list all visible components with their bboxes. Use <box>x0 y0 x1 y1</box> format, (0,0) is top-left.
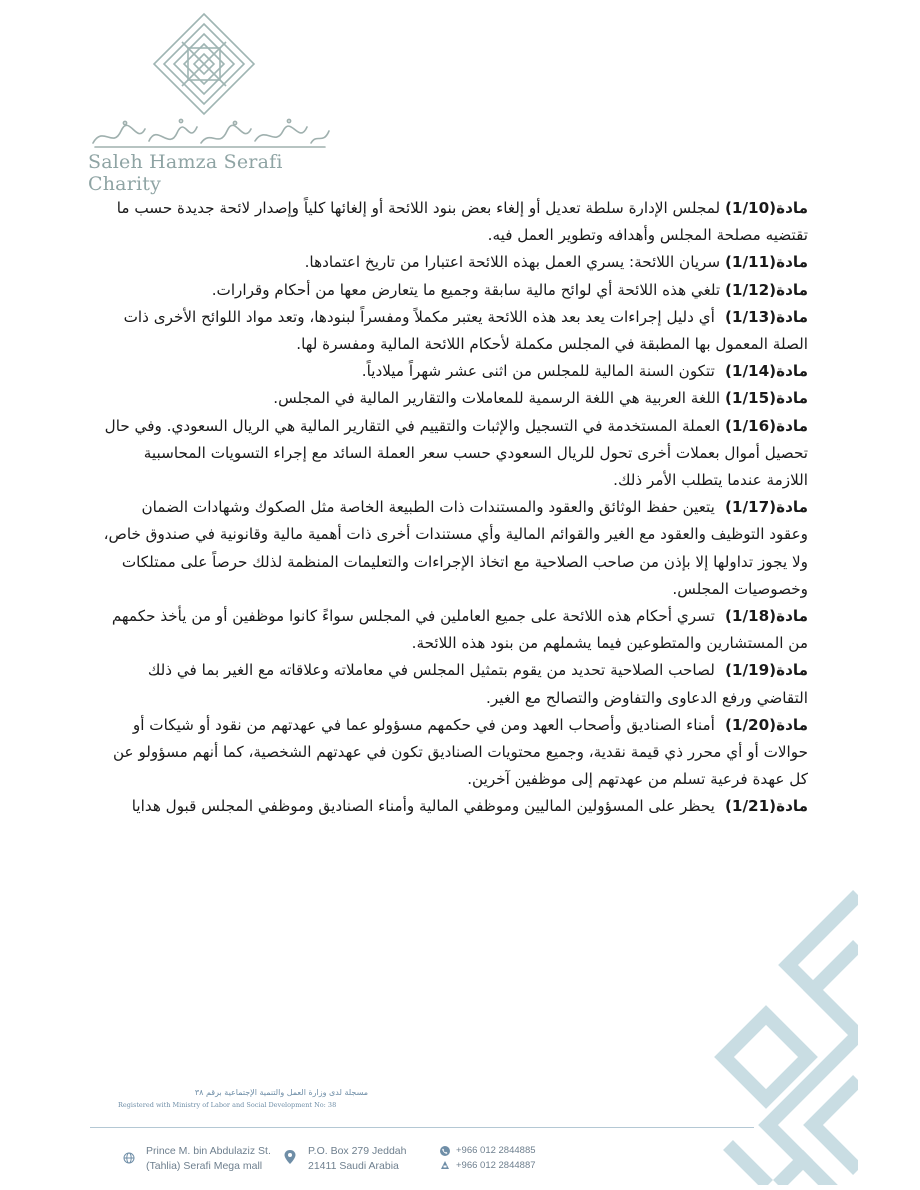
articles-list <box>100 195 808 821</box>
footer-address <box>146 1144 271 1174</box>
location-pin-icon <box>284 1150 296 1164</box>
article-1-13: مادة (1/13) أي دليل إجراءات يعد بعد هذه اللائحة يعتبر مكملاً ومفسراً لبنودها، وتعد مواد اللوائح الأخرى ذات الصلة المعمول بها المطبقة في المجلس مكملة لأحكام اللائحة المالية ومفسرة لها. <box>123 307 808 354</box>
globe-icon <box>123 1152 135 1164</box>
article-1-11: مادة(1/11) سريان اللائحة: يسري العمل بهذه اللائحة اعتبارا من تاريخ اعتمادها. <box>304 253 808 272</box>
article-1-18: مادة (1/18) تسري أحكام هذه اللائحة على جميع العاملين في المجلس سواءً كانوا موظفين أو من يأخذ حكمهم من المستشارين والمتطوعين فيما يشملهم من بنود هذه اللائحة. <box>111 607 808 653</box>
fax-number: +966 012 2844887 <box>456 1160 536 1171</box>
logo-arabic-calligraphy <box>85 115 335 155</box>
registration-arabic: مسجلة لدى وزارة العمل والتنمية الإجتماعية برقم ٣٨ <box>194 1088 368 1097</box>
address-line-1: Prince M. bin Abdulaziz St. <box>146 1145 271 1157</box>
registration-english: Registered with Ministry of Labor and Social Development No: 38 <box>118 1101 337 1109</box>
article-1-20: مادة (1/20) أمناء الصناديق وأصحاب العهد ومن في حكمهم مسؤولو عما في عهدتهم من نقود أو شيكات أو حوالات أو أي محرر ذي قيمة نقدية، وجميع محتويات الصناديق تكون في عهدتهم الشخصية، كما أنهم مسؤولو عن كل عهدة فرعية تسلم من عهدتهم إلى موظفين آخرين. <box>113 715 808 789</box>
article-1-21: مادة (1/21) يحظر على المسؤولين الماليين وموظفي المالية وأمناء الصناديق وموظفي المجلس قبول هدايا <box>131 797 808 816</box>
pobox-line-1: P.O. Box 279 Jeddah <box>308 1145 407 1157</box>
phone-icon <box>440 1146 450 1156</box>
article-1-10: مادة(1/10) لمجلس الإدارة سلطة تعديل أو إلغاء بعض بنود اللائحة أو إلغائها كلياً وإصدار لائحة جديدة حسب ما تقتضيه مصلحة المجلس وأهدافه وتطوير العمل فيه. <box>116 199 808 245</box>
address-line-2: (Tahlia) Serafi Mega mall <box>146 1160 263 1172</box>
footer-contact <box>456 1143 536 1173</box>
article-1-17: مادة (1/17) يتعين حفظ الوثائق والعقود والمستندات ذات الطبيعة الخاصة مثل الصكوك وشهادات الضمان وعقود التوظيف والعقود مع الغير والقوائم المالية وأي مستندات أخرى ذات أهمية مالية وقانونية في صندوق خاص، ولا يجوز تداولها إلا بإذن من صاحب الصلاحية مع اتخاذ الإجراءات والتعليمات المنظمة لذلك حرصاً على ممتلكات وخصوصيات المجلس. <box>103 498 808 598</box>
fax-icon <box>440 1160 450 1170</box>
geometric-square-emblem-icon <box>152 12 256 116</box>
phone-number: +966 012 2844885 <box>456 1145 536 1156</box>
article-1-12: مادة(1/12) تلغي هذه اللائحة أي لوائح مالية سابقة وجميع ما يتعارض معها من أحكام وقرارات. <box>211 280 808 299</box>
geometric-pattern-decoration <box>708 885 858 1185</box>
article-1-16: مادة(1/16) العملة المستخدمة في التسجيل والإثبات والتقييم في التقارير المالية هي الريال السعودي. وفي حال تحصيل أموال بعملات أخرى تحول للريال السعودي حسب سعر العملة السائد مع إجراء التسويات المحاسبية اللازمة عندما يتطلب الأمر ذلك. <box>104 416 808 490</box>
article-1-14: مادة (1/14) تتكون السنة المالية للمجلس من اثنى عشر شهراً ميلادياً. <box>361 362 808 381</box>
article-1-15: مادة(1/15) اللغة العربية هي اللغة الرسمية للمعاملات والتقارير المالية في المجلس. <box>273 389 808 408</box>
footer-divider <box>90 1127 754 1128</box>
article-1-19: مادة (1/19) لصاحب الصلاحية تحديد من يقوم بتمثيل المجلس في معاملاته وعلاقاته مع الغير بما في ذلك التقاضي ورفع الدعاوى والتفاوض والتصالح مع الغير. <box>147 661 808 707</box>
footer-pobox <box>308 1144 406 1174</box>
pobox-line-2: 21411 Saudi Arabia <box>308 1160 399 1172</box>
organization-name: Saleh Hamza Serafi Charity <box>88 151 283 195</box>
